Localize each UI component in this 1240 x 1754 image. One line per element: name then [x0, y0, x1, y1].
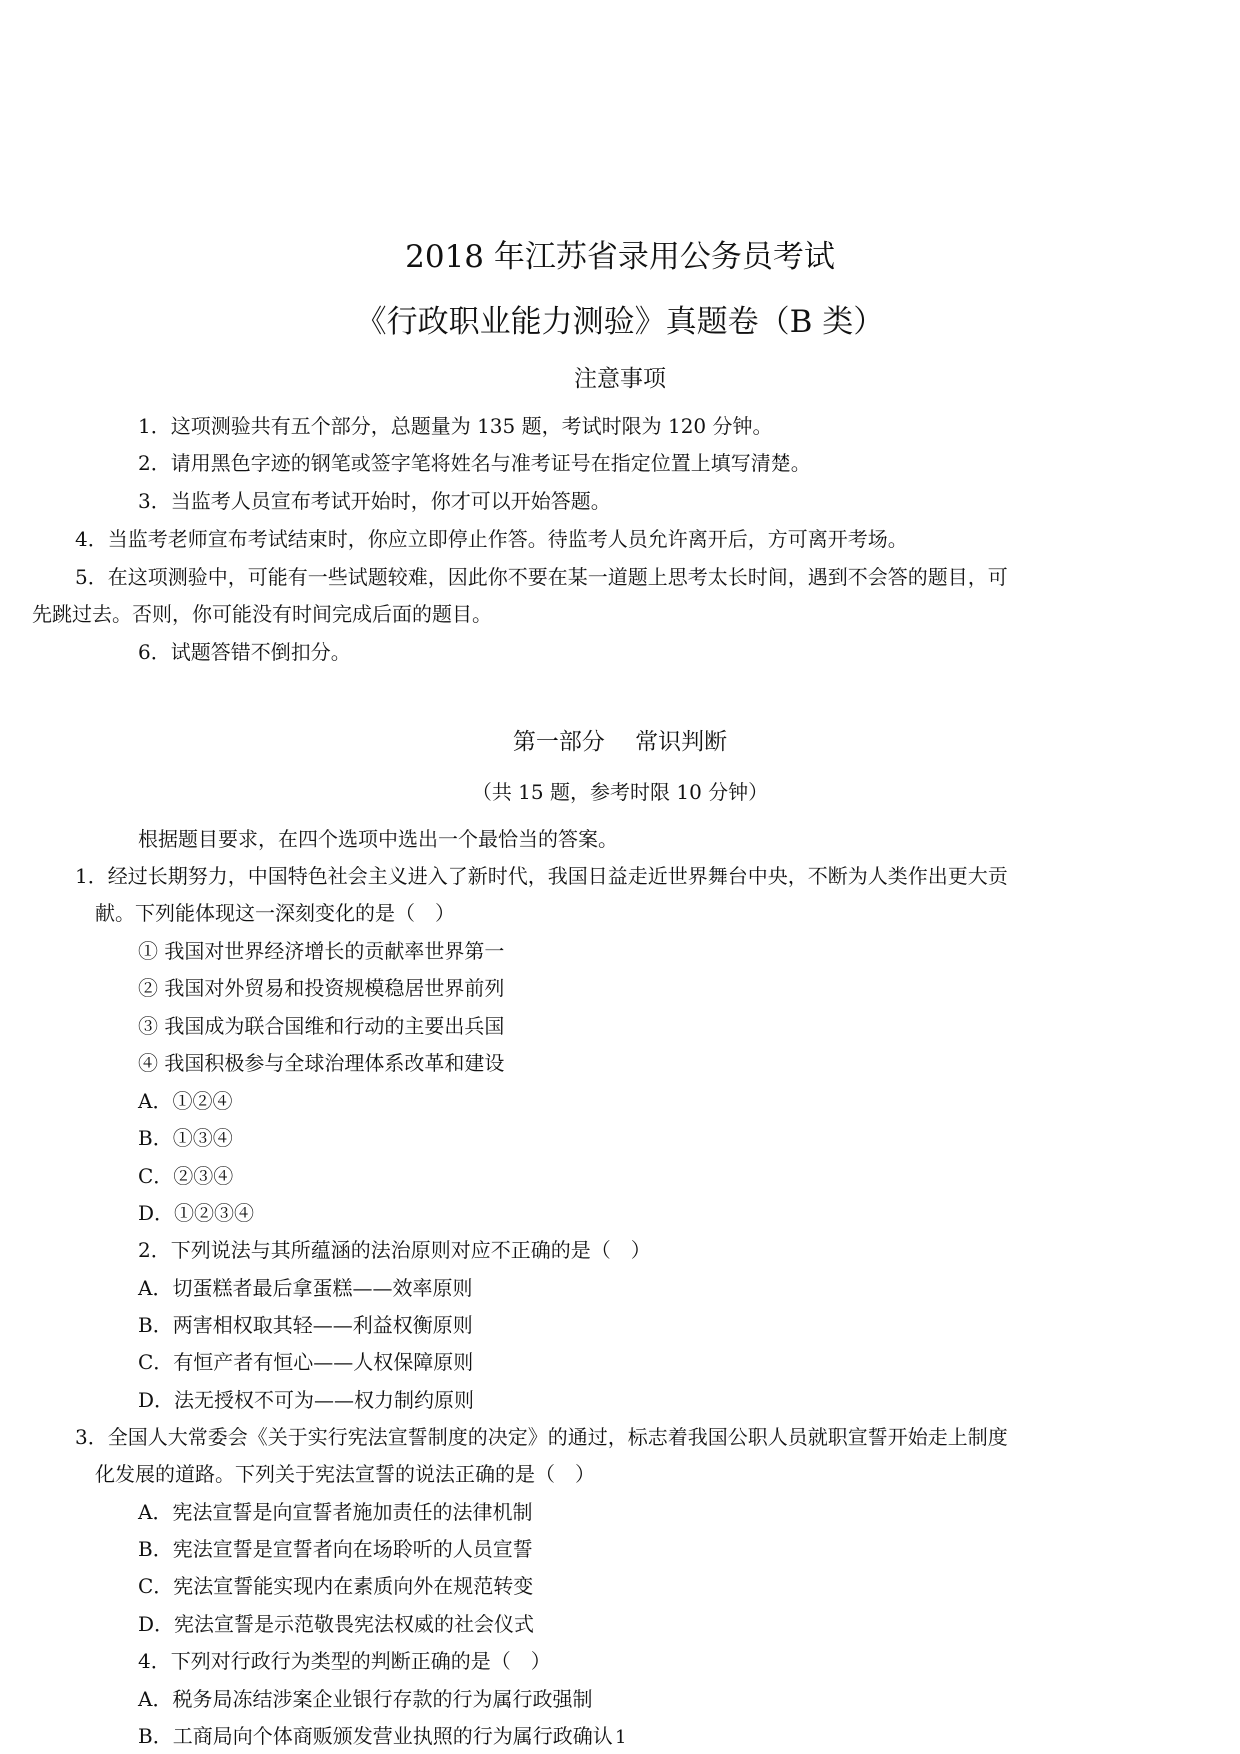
answer-option: A．①②④	[138, 1089, 233, 1113]
answer-option: C．②③④	[138, 1164, 234, 1188]
notice-item: 2．请用黑色字迹的钢笔或签字笔将姓名与准考证号在指定位置上填写清楚。	[138, 451, 811, 475]
answer-option: A．宪法宣誓是向宣誓者施加责任的法律机制	[138, 1500, 533, 1524]
answer-option: C．宪法宣誓能实现内在素质向外在规范转变	[138, 1574, 534, 1598]
question-statement: ① 我国对世界经济增长的贡献率世界第一	[138, 939, 505, 963]
question-statement: ② 我国对外贸易和投资规模稳居世界前列	[138, 976, 505, 1000]
answer-option: B．工商局向个体商贩颁发营业执照的行为属行政确认	[138, 1724, 613, 1748]
section-meta: （共 15 题，参考时限 10 分钟）	[471, 780, 769, 804]
notice-item: 4．当监考老师宣布考试结束时，你应立即停止作答。待监考人员允许离开后，方可离开考场。	[75, 527, 908, 551]
answer-option: C．有恒产者有恒心——人权保障原则	[138, 1350, 474, 1374]
question-statement: ④ 我国积极参与全球治理体系改革和建设	[138, 1051, 505, 1075]
notice-item: 3．当监考人员宣布考试开始时，你才可以开始答题。	[138, 489, 611, 513]
answer-option: B．两害相权取其轻——利益权衡原则	[138, 1313, 473, 1337]
question-stem-continued: 化发展的道路。下列关于宪法宣誓的说法正确的是（ ）	[95, 1462, 595, 1486]
notice-item: 6．试题答错不倒扣分。	[138, 640, 351, 664]
notice-heading: 注意事项	[574, 366, 666, 392]
answer-option: A．切蛋糕者最后拿蛋糕——效率原则	[138, 1276, 473, 1300]
question-stem: 1．经过长期努力，中国特色社会主义进入了新时代，我国日益走近世界舞台中央，不断为人类作出更大贡	[75, 864, 1008, 888]
answer-option: D．法无授权不可为——权力制约原则	[138, 1388, 475, 1412]
answer-option: A．税务局冻结涉案企业银行存款的行为属行政强制	[138, 1687, 593, 1711]
section-instruction: 根据题目要求，在四个选项中选出一个最恰当的答案。	[138, 827, 618, 851]
notice-item: 1．这项测验共有五个部分，总题量为 135 题，考试时限为 120 分钟。	[138, 414, 773, 438]
page-number: 1	[615, 1727, 627, 1748]
question-stem: 2．下列说法与其所蕴涵的法治原则对应不正确的是（ ）	[138, 1238, 651, 1262]
exam-title: 2018 年江苏省录用公务员考试	[405, 239, 835, 275]
section-title: 第一部分 常识判断	[512, 729, 728, 755]
answer-option: D．宪法宣誓是示范敬畏宪法权威的社会仪式	[138, 1612, 535, 1636]
answer-option: D．①②③④	[138, 1201, 255, 1225]
notice-item: 5．在这项测验中，可能有一些试题较难，因此你不要在某一道题上思考太长时间，遇到不会答的题目，可	[75, 565, 1008, 589]
question-stem: 4．下列对行政行为类型的判断正确的是（ ）	[138, 1649, 551, 1673]
question-statement: ③ 我国成为联合国维和行动的主要出兵国	[138, 1014, 505, 1038]
answer-option: B．①③④	[138, 1126, 233, 1150]
notice-item-continued: 先跳过去。否则，你可能没有时间完成后面的题目。	[32, 602, 492, 626]
exam-subtitle: 《行政职业能力测验》真题卷（B 类）	[355, 304, 885, 340]
question-stem-continued: 献。下列能体现这一深刻变化的是（ ）	[95, 901, 455, 925]
question-stem: 3．全国人大常委会《关于实行宪法宣誓制度的决定》的通过，标志着我国公职人员就职宣誓开始走上制度	[75, 1425, 1008, 1449]
answer-option: B．宪法宣誓是宣誓者向在场聆听的人员宣誓	[138, 1537, 533, 1561]
